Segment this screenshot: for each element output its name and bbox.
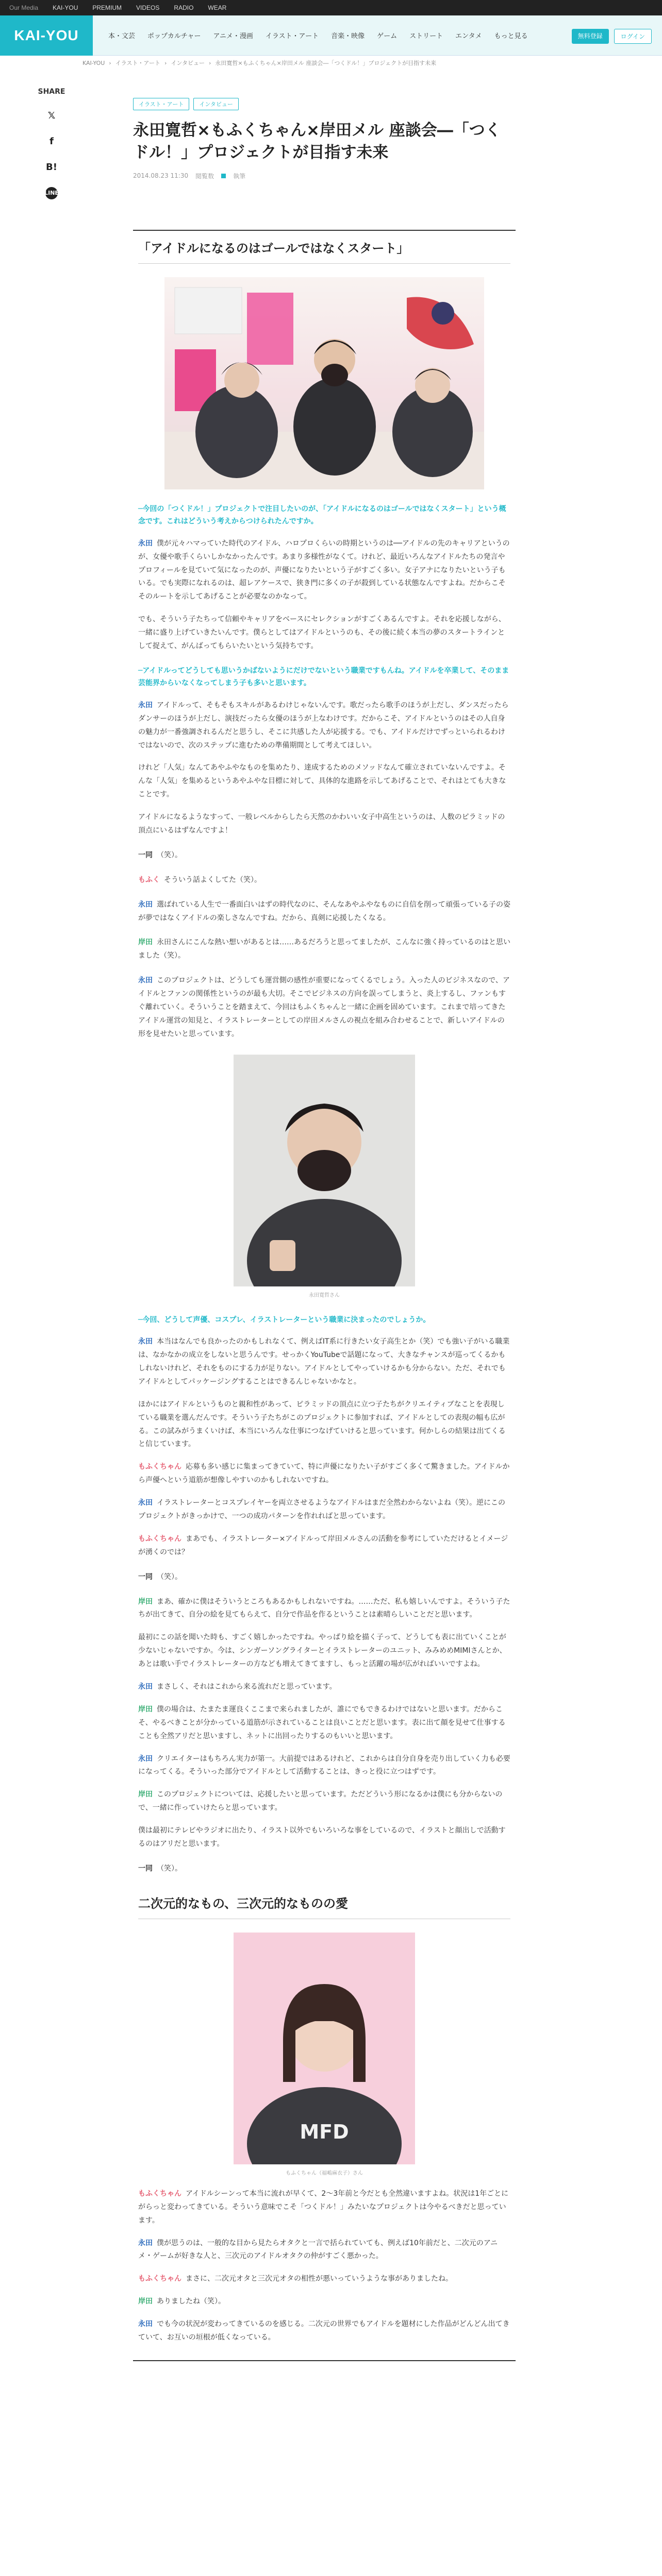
article-title: 永田寛哲×もふくちゃん×岸田メル 座談会―「つくドル！」プロジェクトが目指す未来 (133, 121, 501, 162)
section-heading: 二次元的なもの、三次元的なものの愛 (138, 1886, 510, 1919)
login-button[interactable]: ログイン (614, 29, 652, 44)
dialogue-line: けれど「人気」なんてあやふやなものを集めたり、達成するためのメソッドなんて確立されていないんですよ。そんな「人気」を集めるというあやふやな目標に対して、具体的な進路を示してあげることで、それはとても大きなことです。 (138, 764, 506, 799)
dialogue-line: アイドルになるようなすって、一般レベルからしたら天然のかわいい女子中高生というのは、人数のピラミッドの頂点にいるはずなんですよ！ (138, 813, 505, 835)
dialogue-line: 永田 アイドルって、そもそもスキルがあるわけじゃないんです。歌だったら歌手のほうが上だし、ダンスだったらダンサーのほうが上だし、演技だったら女優のほうが上なわけです。だからこそ、アイドルというのはその人自身の魅力が一番強調されるんだと思うし、そこに共感した人が応援する。でも、アイドルだけでずっといられるわけではないので、次のステップに進むための準備期間として考えてほしい。 (138, 701, 509, 750)
nav-item[interactable]: ゲーム (377, 32, 398, 40)
article (133, 98, 516, 2361)
dialogue-line: でも、そういう子たちって信頼やキャリアをベースにセレクションがすごくあるんですよ。それを応援しながら、一緒に盛り上げていきたいんです。僕らとしてはアイドルというのも、その後に続く本当の夢のスタートラインとして捉えて、がんばってもらいたいという気持ちです。 (138, 615, 506, 651)
dialogue-line: 永田 僕が思うのは、一般的な目から見たらオタクと一言で括られていても、例えば10年前だと、二次元のアニメ・ゲームが好きな人と、三次元のアイドルオタクの仲がすごく悪かった。 (138, 2239, 498, 2261)
author-icon (221, 174, 226, 178)
tag-illustration[interactable]: イラスト・アート (133, 98, 189, 110)
breadcrumb-item[interactable]: KAI-YOU (82, 59, 105, 66)
dialogue-line: 永田 選ばれている人生で一番面白いはずの時代なのに、そんなあやふやなものに自信を削って頑張っている子の姿が夢ではなくアイドルの楽しさなんですね。だから、真剣に応援したくなる。 (138, 900, 510, 922)
dialogue-line: 一同 （笑）。 (138, 1572, 182, 1581)
interviewer-question: ─アイドルってどうしても思いうかばないようにだけでないという職業ですもんね。アイドルを卒業して、そのまま芸能界からいなくなってしまう子も多いと思います。 (138, 666, 509, 688)
dialogue-line: 岸田 僕の場合は、たまたま運良くここまで来られましたが、誰にでもできるわけではないと思います。だからこそ、やるべきことが分かっている道筋が示されていることは良いことだと思います。表に出て顔を見せて仕事することも全然アリだと思いますし、ネットに出回ったりするのもいいと思います。 (138, 1705, 506, 1740)
dialogue-line: 僕は最初にテレビやラジオに出たり、イラスト以外でもいろいろな事をしているので、イラストと顔出しで活動するのはアリだと思います。 (138, 1826, 506, 1849)
dialogue-line: 岸田 ありましたね（笑）。 (138, 2297, 225, 2306)
article-meta (133, 172, 516, 180)
top-nav-premium[interactable]: PREMIUM (92, 4, 122, 11)
dialogue-line: 一同 （笑）。 (138, 851, 182, 859)
author-label: 執筆 (233, 172, 246, 180)
dialogue-line: 岸田 このプロジェクトについては、応援したいと思っています。ただどういう形になるかは僕にも分からないので、一緒に作っていけたらと思っています。 (138, 1790, 503, 1812)
dialogue-line: もふくちゃん アイドルシーンって本当に流れが早くて、2〜3年前と今だとも全然違いますよね。状況は1年ごとにがらっと変わってきている。そういう意味でこそ「つくドル！」みたいなプロジェクトは今やるべきだと思っています。 (138, 2189, 509, 2225)
dialogue-line: 永田 まさしく、それはこれから来る流れだと思っています。 (138, 1683, 337, 1691)
interviewer-question: ─今回、どうして声優、コスプレ、イラストレーターという職業に決まったのでしょうか。 (138, 1315, 431, 1324)
nav-item[interactable]: 本・文芸 (108, 32, 136, 40)
share-label: SHARE (38, 88, 65, 96)
dialogue-line: もふくちゃん まあでも、イラストレーター×アイドルって岸田メルさんの活動を参考にしていただけるとイメージが湧くのでは？ (138, 1534, 508, 1556)
breadcrumb: KAI-YOU › イラスト・アート › インタビュー › 永田寛哲×もふくちゃん×岸田メル 座談会―「つくドル！」プロジェクトが目指す未来 (82, 59, 437, 66)
dialogue-line: 永田 僕が元々ハマっていた時代のアイドル、ハロプロくらいの時期というのは──アイドルの先のキャリアというのが、女優や歌手くらいしかなかったんです。あまり多様性がなくて。けれど、最近いろんなアイドルたちの発言やプロフィールを見ていて気になったのが、声優になりたいという子がすごく多い。女子アナになりたいという子もいる。でも実際になれるのは、超レアケースで、狭き門に多くの子が殺到している状態なんですよね。だからこそそのルートを示してあげることが必要なのかなって。 (138, 539, 510, 601)
nav-item[interactable]: イラスト・アート (265, 32, 319, 40)
nagata-photo (234, 1055, 415, 1286)
photo-caption: もふくちゃん（福嶋麻衣子）さん (286, 2170, 363, 2176)
section-heading: 「アイドルになるのはゴールではなくスタート」 (138, 231, 510, 264)
dialogue-line: 永田 このプロジェクトは、どうしても運営側の感性が重要になってくるでしょう。入った人のビジネスなので、アイドルとファンの関係性というのが最も大切。そこでビジネスの方向を誤ってしまうと、炎上するし、ファンもすぐ離れていく。そういうことを踏まえて、今回はもふくちゃんと一緒に企画を固めています。これまで培ってきたアイドル運営の知見と、イラストレーターとしての岸田メルさんの視点を組み合わせることで、新しいアイドルの形を見せたいと思っています。 (138, 976, 510, 1038)
nav-item-more[interactable]: もっと見る (494, 32, 528, 40)
interview-photo (164, 277, 484, 489)
nav-item[interactable]: ストリート (409, 32, 443, 40)
site-logo[interactable]: KAI-YOU (0, 15, 93, 56)
site-header (0, 15, 662, 56)
nav-item[interactable]: ポップカルチャー (147, 32, 201, 40)
share-sidebar (36, 88, 67, 199)
dialogue-line: 永田 クリエイターはもちろん実力が第一。大前提ではあるけれど、これからは自分自身を売り出していく力も必要になってくる。そういった部分でアイドルとして活動することは、きっと役に立つはずです。 (138, 1754, 510, 1776)
top-nav-videos[interactable]: VIDEOS (136, 4, 160, 11)
photo-caption: 永田寛哲さん (309, 1292, 340, 1298)
dialogue-line: 永田 イラストレーターとコスプレイヤーを両立させるようなアイドルはまだ全然わからないよね（笑）。逆にこのプロジェクトがきっかけで、一つの成功パターンを作れればと思っています。 (138, 1499, 506, 1521)
tag-interview[interactable]: インタビュー (193, 98, 239, 110)
dialogue-line: 永田 本当はなんでも良かったのかもしれなくて、例えばIT系に行きたい女子高生とか（笑）でも強い子がいる職業は、なかなかの成立をしないと思うんです。せっかくYouTubeで話題になって、大きなチャンスが巡ってくるかもしれないけれど、それをものにする力が足りない。アイドルとしてやっていけるかも分からない。ただ、それでもアイドルとしてパッケージングすることはできるんじゃないかなと。 (138, 1337, 510, 1386)
nav-item[interactable]: エンタメ (455, 32, 482, 40)
dialogue-line: もふくちゃん まさに、二次元オタと三次元オタの相性が悪いっていうような事がありましたね。 (138, 2275, 453, 2283)
top-media-bar (0, 0, 662, 15)
svg-text:MFD: MFD (300, 2120, 349, 2143)
publish-date: 2014.08.23 11:30 (133, 172, 189, 180)
top-nav-wear[interactable]: WEAR (208, 4, 227, 11)
mofuku-photo (234, 1933, 415, 2164)
dialogue-line: 一同 （笑）。 (138, 1864, 182, 1873)
dialogue-line: 岸田 まあ、確かに僕はそういうところもあるかもしれないですね。……ただ、私も嬉しいんですよ。そういう子たちが出てきて、自分の絵を見てもらえて、自分で作品を作るということは素晴らしいことだと思います。 (138, 1597, 510, 1619)
dialogue-line: ほかにはアイドルというものと親和性があって、ピラミッドの頂点に立つ子たちがクリエイティブなことを表現している職業を選んだんです。そういう子たちがこのプロジェクトに参加すれば、アイドルとしての表現の幅も広がる。この試みがうまくいけば、本当にいろんな仕事につなげていけると思っています。何かしらの結果は出てくると信じています。 (138, 1400, 506, 1449)
facebook-icon[interactable]: f (49, 136, 54, 147)
register-button[interactable]: 無料登録 (572, 29, 609, 44)
top-nav-label: Our Media (9, 4, 39, 11)
interviewer-question: ─今回の「つくドル！」プロジェクトで注目したいのが、「アイドルになるのはゴールではなくスタート」という概念です。これはどういう考えからつけられたんですか。 (138, 504, 506, 526)
hatena-icon[interactable]: B! (46, 162, 57, 173)
global-nav (108, 30, 540, 40)
top-nav-radio[interactable]: RADIO (174, 4, 194, 11)
dialogue-line: もふく そういう話よくしてた（笑）。 (138, 875, 261, 884)
dialogue-line: 最初にこの話を聞いた時も、すごく嬉しかったですね。やっぱり絵を描く子って、どうしても表に出ていくことが少ないじゃないですか。今は、シンガーソングライターとイラストレーターのユニット、みみめめMIMIさんとか、あとは歌い手でイラストレーターの方なども増えてきてますし、もっと活躍の場が広がればいいですよね。 (138, 1633, 507, 1669)
breadcrumb-item[interactable]: イラスト・アート (115, 60, 161, 66)
breadcrumb-item[interactable]: インタビュー (171, 60, 205, 66)
nav-item[interactable]: アニメ・漫画 (213, 32, 253, 40)
dialogue-line: 永田 でも今の状況が変わってきているのを感じる。二次元の世界でもアイドルを題材にした作品がどんどん出てきていて、お互いの垣根が低くなっている。 (138, 2320, 510, 2342)
views-label: 閲覧数 (195, 172, 214, 180)
line-icon[interactable]: LINE (45, 187, 58, 199)
breadcrumb-current: 永田寛哲×もふくちゃん×岸田メル 座談会―「つくドル！」プロジェクトが目指す未来 (215, 60, 437, 66)
nav-item[interactable]: 音楽・映像 (331, 32, 365, 40)
dialogue-line: 岸田 永田さんにこんな熱い想いがあるとは……あるだろうと思ってましたが、こんなに強く持っているのはと思いました（笑）。 (138, 938, 510, 960)
twitter-icon[interactable]: 𝕏 (47, 110, 56, 122)
top-nav-kaiyou[interactable]: KAI-YOU (53, 4, 78, 11)
dialogue-line: もふくちゃん 応募も多い感じに集まってきていて、特に声優になりたい子がすごく多くて驚きました。アイドルから声優へという道筋が想像しやすいのかもしれないですね。 (138, 1463, 510, 1485)
article-body (133, 230, 516, 2361)
